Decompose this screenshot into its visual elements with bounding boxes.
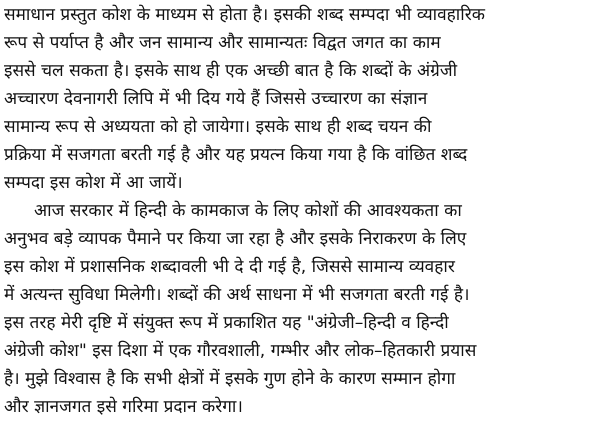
paragraph-2-line-1: आज सरकार में हिन्दी के कामकाज के लिए कोशों की आवश्यकता का <box>34 201 462 221</box>
paragraph-2-line-7: है। मुझे विश्वास है कि सभी क्षेत्रों में इसके गुण होने के कारण सम्मान होगा <box>4 369 456 389</box>
paragraph-2-line-4: में अत्यन्त सुविधा मिलेगी। शब्दों की अर्थ साधना में भी सजगता बरती गई है। <box>4 285 470 305</box>
paragraph-1-line-4: अच्चारण देवनागरी लिपि में भी दिय गये हैं जिससे उच्चारण का संज्ञान <box>4 89 428 109</box>
document-page <box>4 2 596 446</box>
paragraph-2-line-2: अनुभव बड़े व्यापक पैमाने पर किया जा रहा है और इसके निराकरण के लिए <box>4 229 467 249</box>
paragraph-1-line-2: रूप से पर्याप्त है और जन सामान्य और सामान्यतः विद्वत जगत का काम <box>4 33 441 53</box>
paragraph-2-line-3: इस कोश में प्रशासनिक शब्दावली भी दे दी गई है, जिससे सामान्य व्यवहार <box>4 257 455 277</box>
paragraph-2-line-8: और ज्ञानजगत इसे गरिमा प्रदान करेगा। <box>4 397 243 417</box>
paragraph-1-line-6: प्रक्रिया में सजगता बरती गई है और यह प्रयत्न किया गया है कि वांछित शब्द <box>4 145 468 165</box>
paragraph-1-line-5: सामान्य रूप से अध्ययता को हो जायेगा। इसके साथ ही शब्द चयन की <box>4 117 432 137</box>
paragraph-1-line-3: इससे चल सकता है। इसके साथ ही एक अच्छी बात है कि शब्दों के अंग्रेजी <box>4 61 458 81</box>
paragraph-2-line-6: अंग्रेजी कोश" इस दिशा में एक गौरवशाली, गम्भीर और लोक–हितकारी प्रयास <box>4 341 477 361</box>
paragraph-1-line-1: समाधान प्रस्तुत कोश के माध्यम से होता है। इसकी शब्द सम्पदा भी व्यावहारिक <box>4 5 485 25</box>
paragraph-1-line-7: सम्पदा इस कोश में आ जायें। <box>4 173 183 193</box>
paragraph-2-line-5: इस तरह मेरी दृष्टि में संयुक्त रूप में प्रकाशित यह "अंग्रेजी–हिन्दी व हिन्दी <box>4 313 449 333</box>
